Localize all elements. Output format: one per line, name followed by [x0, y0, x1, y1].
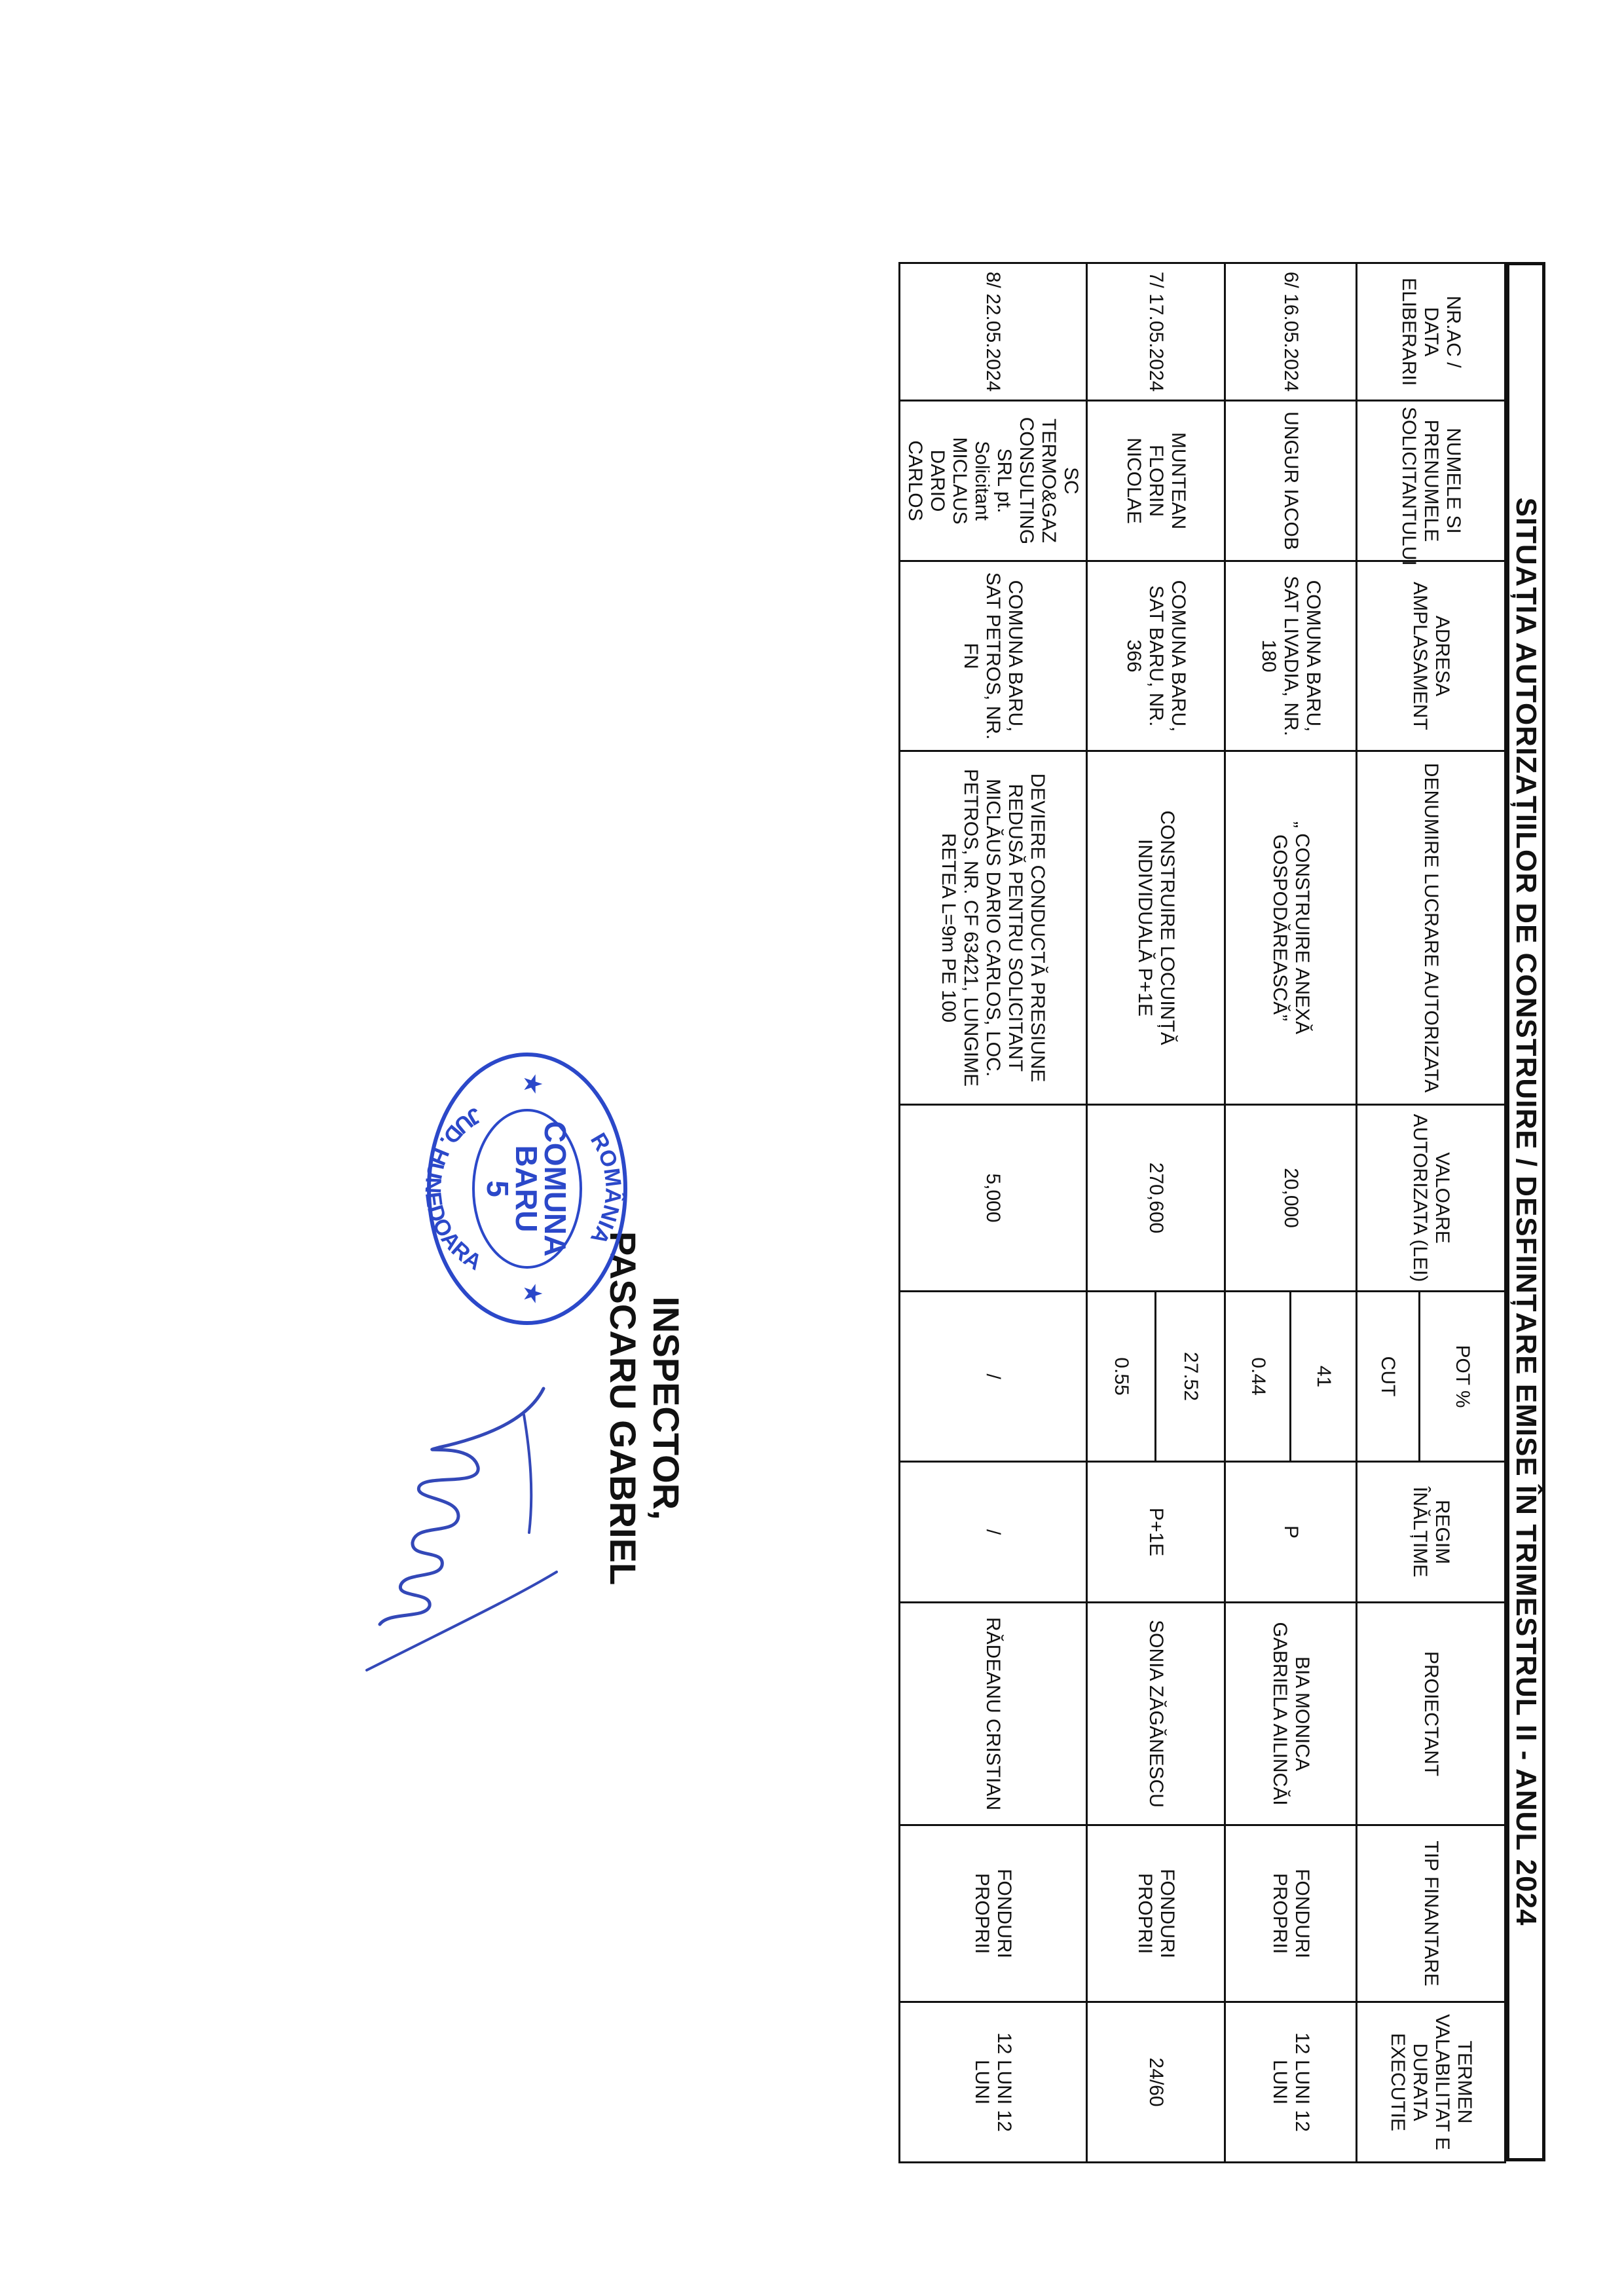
- header-finantare: TIP FINANTARE: [1357, 1825, 1505, 2002]
- stamp-line1: COMUNA: [538, 1121, 572, 1257]
- cell-proiectant: RĂDEANU CRISTIAN: [900, 1603, 1087, 1825]
- cell-termen: 12 LUNI 12 LUNI: [900, 2002, 1087, 2163]
- cell-solicitant: UNGUR IACOB: [1225, 401, 1357, 561]
- cell-adresa: COMUNA BARU, SAT PETROS, NR. FN: [900, 561, 1087, 751]
- stamp-county: JUD. HUNEDOARA: [420, 1102, 487, 1276]
- header-lucrare: DENUMIRE LUCRARE AUTORIZATA: [1357, 751, 1505, 1105]
- stamp-line2: BARU: [509, 1145, 544, 1233]
- cell-finantare: FONDURI PROPRII: [1087, 1825, 1225, 2002]
- table-row: [1291, 263, 1357, 2163]
- stamp-star-left: ★: [520, 1073, 545, 1094]
- cell-proiectant: BIA MONICA GABRIELA AILINCĂI: [1225, 1603, 1357, 1825]
- cell-valoare: 270,600: [1087, 1105, 1225, 1292]
- header-proiectant: PROIECTANT: [1357, 1603, 1505, 1825]
- cell-lucrare: „ CONSTRUIRE ANEXĂ GOSPODĂREASCĂ”: [1225, 751, 1357, 1105]
- cell-nr-ac: 7/ 17.05.2024: [1087, 263, 1225, 401]
- cell-finantare: FONDURI PROPRII: [1225, 1825, 1357, 2002]
- cell-termen: 12 LUNI 12 LUNI: [1225, 2002, 1357, 2163]
- handwritten-signature: [360, 1375, 570, 1677]
- header-cut: CUT: [1357, 1292, 1420, 1462]
- document-title: SITUAȚIA AUTORIZAȚIILOR DE CONSTRUIRE / DESFIINȚARE EMISE ÎN TRIMESTRUL II - ANUL 2024: [1506, 262, 1545, 2161]
- table-row: [1156, 263, 1225, 2163]
- cell-valoare: 20,000: [1225, 1105, 1357, 1292]
- cell-nr-ac: 6/ 16.05.2024: [1225, 263, 1357, 401]
- cell-regim: P: [1225, 1462, 1357, 1603]
- cell-pot: 27.52: [1156, 1292, 1225, 1462]
- cell-proiectant: SONIA ZĂGĂNESCU: [1087, 1603, 1225, 1825]
- cell-finantare: FONDURI PROPRII: [900, 1825, 1087, 2002]
- cell-valoare: 5,000: [900, 1105, 1087, 1292]
- header-nr-ac: NR.AC / DATA ELIBERARII: [1357, 263, 1505, 401]
- cell-cut: 0.55: [1087, 1292, 1156, 1462]
- cell-pot: /: [900, 1292, 1087, 1462]
- table-header-row: [1420, 263, 1505, 2163]
- solicitant-text: SC TERMO&GAZ CONSULTING SRL pt. Solicitant MICLAUS DARIO CARLOS: [904, 417, 1082, 545]
- cell-solicitant: [900, 401, 1087, 561]
- header-termen: TERMEN VALABILITAT E DURATA EXECUTIE: [1357, 2002, 1505, 2163]
- cell-lucrare: [900, 751, 1087, 1105]
- inspector-title: INSPECTOR,: [646, 1296, 687, 1520]
- cell-adresa: COMUNA BARU, SAT LIVADIA, NR. 180: [1225, 561, 1357, 751]
- cell-adresa: COMUNA BARU, SAT BARU, NR. 366: [1087, 561, 1225, 751]
- inspector-name: PASCARU GABRIEL: [602, 1231, 644, 1586]
- lucrare-text: DEVIERE CONDUCTĂ PRESIUNE REDUSĂ PENTRU SOLICITANT MICLĂUS DARIO CARLOS, LOC. PETROS, NR. CF 63421, LUNGIME RETEA L=9m PE 100: [938, 768, 1049, 1087]
- header-valoare: VALOARE AUTORIZATA (LEI): [1357, 1105, 1505, 1292]
- stamp-country: ROMÂNIA: [585, 1129, 626, 1249]
- header-pot: POT %: [1420, 1292, 1505, 1462]
- cell-pot: 41: [1291, 1292, 1357, 1462]
- cell-regim: /: [900, 1462, 1087, 1603]
- cell-regim: P+1E: [1087, 1462, 1225, 1603]
- authorizations-table: [898, 262, 1506, 2163]
- cell-nr-ac: 8/ 22.05.2024: [900, 263, 1087, 401]
- header-solicitant: NUMELE SI PRENUMELE SOLICITANTULUI: [1357, 401, 1505, 561]
- table-row: [900, 263, 1087, 2163]
- header-regim: REGIM ÎNĂLȚIME: [1357, 1462, 1505, 1603]
- cell-cut: 0.44: [1225, 1292, 1291, 1462]
- stamp-number: 5: [481, 1180, 515, 1197]
- stamp-star-right: ★: [520, 1283, 545, 1304]
- header-adresa: ADRESA AMPLASAMENT: [1357, 561, 1505, 751]
- cell-termen: 24/60: [1087, 2002, 1225, 2163]
- cell-solicitant: MUNTEAN FLORIN NICOLAE: [1087, 401, 1225, 561]
- official-stamp: [419, 1035, 635, 1343]
- cell-lucrare: CONSTRUIRE LOCUINȚĂ INDIVIDUALĂ P+1E: [1087, 751, 1225, 1105]
